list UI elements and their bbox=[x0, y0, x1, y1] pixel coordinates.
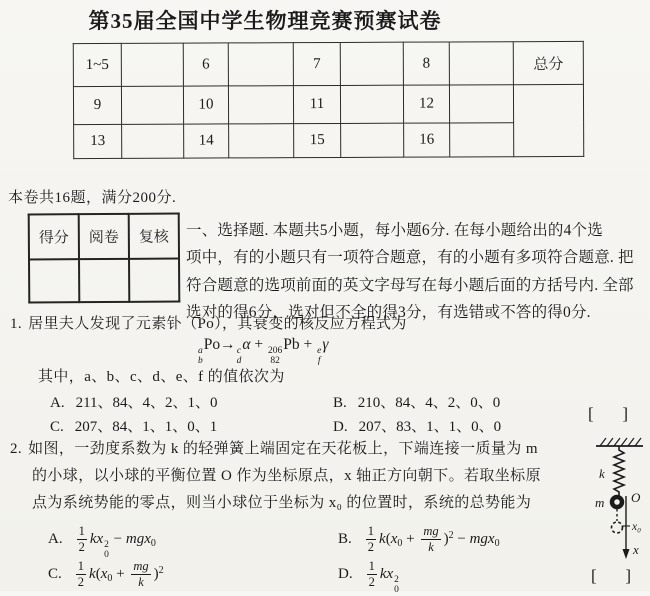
score-cell-q14: 14 bbox=[184, 124, 229, 158]
grading-blank-cell bbox=[79, 259, 129, 302]
grading-header-review: 复核 bbox=[129, 213, 179, 258]
spring-coil bbox=[614, 446, 624, 496]
q1-equation: a b Po→ c d α + 206 82 Pb + e f γ bbox=[198, 336, 329, 366]
q2-number: 2. bbox=[10, 441, 23, 457]
option-formula: $\frac{1}{2}$ kx 2 0 bbox=[368, 559, 399, 595]
q2-option-d bbox=[338, 559, 400, 596]
instruction-line: 一、选择题. 本题共5小题，每小题6分. 在每小题给出的4个选 bbox=[186, 222, 603, 239]
q1-number: 1. bbox=[10, 316, 23, 332]
score-table-row bbox=[74, 122, 584, 158]
q1-option-c bbox=[50, 415, 217, 436]
score-cell-q15: 15 bbox=[294, 123, 341, 157]
score-cell-total-blank bbox=[513, 84, 583, 156]
bracket-open-glyph: [ bbox=[588, 404, 594, 423]
option-text: 207、83、1、1、0、0 bbox=[358, 419, 502, 435]
q1-stem-text: 居里夫人发现了元素钋（Po），其衰变的核反应方程式为 bbox=[28, 316, 407, 332]
score-cell-blank bbox=[121, 43, 183, 86]
score-cell-blank bbox=[449, 42, 513, 85]
page-title: 第35届全国中学生物理竞赛预赛试卷 bbox=[88, 9, 442, 33]
score-table bbox=[73, 41, 585, 159]
grading-blank-row bbox=[29, 258, 179, 302]
q1-stem bbox=[10, 312, 407, 333]
option-formula: $\frac{1}{2}$ $k(x_0$ + $\frac{mg}{k}$ )$^2$ bbox=[77, 559, 164, 589]
option-text: 211、84、4、2、1、0 bbox=[75, 395, 218, 411]
grading-header-score: 得分 bbox=[29, 214, 79, 259]
score-cell-blank bbox=[341, 123, 404, 157]
q1-answer-bracket bbox=[588, 404, 628, 424]
option-text: 210、84、4、2、0、0 bbox=[357, 395, 501, 411]
instruction-line: 项中，有的小题只有一项符合题意，有的小题有多项符合题意. 把 bbox=[186, 249, 634, 267]
option-formula: $\frac{1}{2}$ $k(x_0$ + $\frac{mg}{k}$ )$^2$ − mgx$_0$ bbox=[367, 524, 500, 554]
section-instructions bbox=[186, 217, 650, 327]
score-cell-blank bbox=[228, 43, 293, 86]
score-cell-q12: 12 bbox=[403, 85, 449, 123]
score-cell-q9: 9 bbox=[73, 86, 121, 124]
score-cell-blank bbox=[121, 86, 183, 124]
q1-subtext: 其中，a、b、c、d、e、f 的值依次为 bbox=[38, 369, 285, 385]
option-label: B. bbox=[333, 395, 347, 411]
label-k: k bbox=[599, 466, 605, 481]
q2-line-1 bbox=[10, 437, 538, 458]
score-table-row bbox=[73, 84, 583, 124]
score-cell-blank bbox=[450, 123, 514, 157]
grading-blank-cell bbox=[29, 259, 79, 302]
score-cell-blank bbox=[340, 42, 403, 85]
option-label: B. bbox=[338, 530, 352, 547]
q1-option-a bbox=[50, 391, 218, 412]
score-cell-blank bbox=[449, 85, 513, 123]
instruction-line: 选对的得6分，选对但不全的得3分，有选错或不答的得0分. bbox=[186, 304, 591, 322]
grading-table bbox=[28, 212, 181, 303]
grading-header-row bbox=[29, 213, 179, 259]
score-cell-q13: 13 bbox=[74, 124, 122, 158]
bracket-close-glyph: ] bbox=[625, 566, 631, 585]
option-label: C. bbox=[50, 419, 64, 435]
option-formula: $\frac{1}{2}$ kx 2 0 − mgx$_0$ bbox=[78, 524, 156, 560]
q2-option-b bbox=[338, 524, 500, 555]
score-cell-total-header: 总分 bbox=[513, 41, 583, 84]
option-label: D. bbox=[333, 419, 348, 435]
score-cell-q16: 16 bbox=[404, 123, 450, 157]
bracket-close-glyph: ] bbox=[622, 404, 628, 423]
score-cell-q11: 11 bbox=[293, 85, 340, 123]
q2-stem-text: 如图，一劲度系数为 k 的轻弹簧上端固定在天花板上，下端连接一质量为 m bbox=[28, 441, 538, 457]
score-cell-q7: 7 bbox=[293, 42, 340, 85]
spring-figure bbox=[586, 430, 648, 570]
score-cell-q1-5: 1~5 bbox=[73, 43, 121, 86]
instruction-line: 符合题意的选项前面的英文字母写在每小题后面的方括号内. 全部 bbox=[186, 276, 634, 294]
q2-line-3: 点为系统势能的零点，则当小球位于坐标为 x₀ 的位置时，系统的总势能为 bbox=[32, 495, 532, 511]
option-label: A. bbox=[50, 395, 65, 411]
score-cell-q10: 10 bbox=[183, 86, 228, 124]
option-label: C. bbox=[48, 565, 62, 582]
q2-option-c bbox=[48, 559, 164, 590]
option-label: A. bbox=[48, 530, 63, 547]
score-cell-blank bbox=[229, 124, 294, 158]
bracket-open-glyph: [ bbox=[591, 566, 597, 585]
label-x0: x₀ bbox=[632, 521, 642, 533]
ceiling-hatch bbox=[596, 438, 643, 446]
score-cell-blank bbox=[228, 86, 293, 124]
q2-option-a bbox=[48, 524, 156, 561]
option-text: 207、84、1、1、0、1 bbox=[74, 419, 218, 435]
paper-info: 本卷共16题，满分200分. bbox=[8, 190, 177, 206]
q1-option-b bbox=[333, 391, 500, 412]
ball bbox=[612, 497, 622, 507]
score-cell-blank bbox=[340, 85, 403, 123]
label-x: x bbox=[633, 542, 639, 557]
q2-line-2: 的小球，以小球的平衡位置 O 作为坐标原点，x 轴正方向朝下。若取坐标原 bbox=[32, 468, 541, 484]
label-o: O bbox=[631, 490, 641, 505]
score-cell-q8: 8 bbox=[403, 42, 449, 85]
grading-blank-cell bbox=[129, 258, 179, 301]
label-m: m bbox=[595, 495, 605, 510]
option-label: D. bbox=[338, 565, 353, 582]
dashed-ball bbox=[612, 522, 623, 533]
q1-option-d bbox=[333, 415, 501, 436]
score-cell-blank bbox=[122, 124, 184, 158]
grading-header-marker: 阅卷 bbox=[79, 214, 129, 259]
score-cell-q6: 6 bbox=[183, 43, 228, 86]
score-table-row bbox=[73, 41, 583, 86]
